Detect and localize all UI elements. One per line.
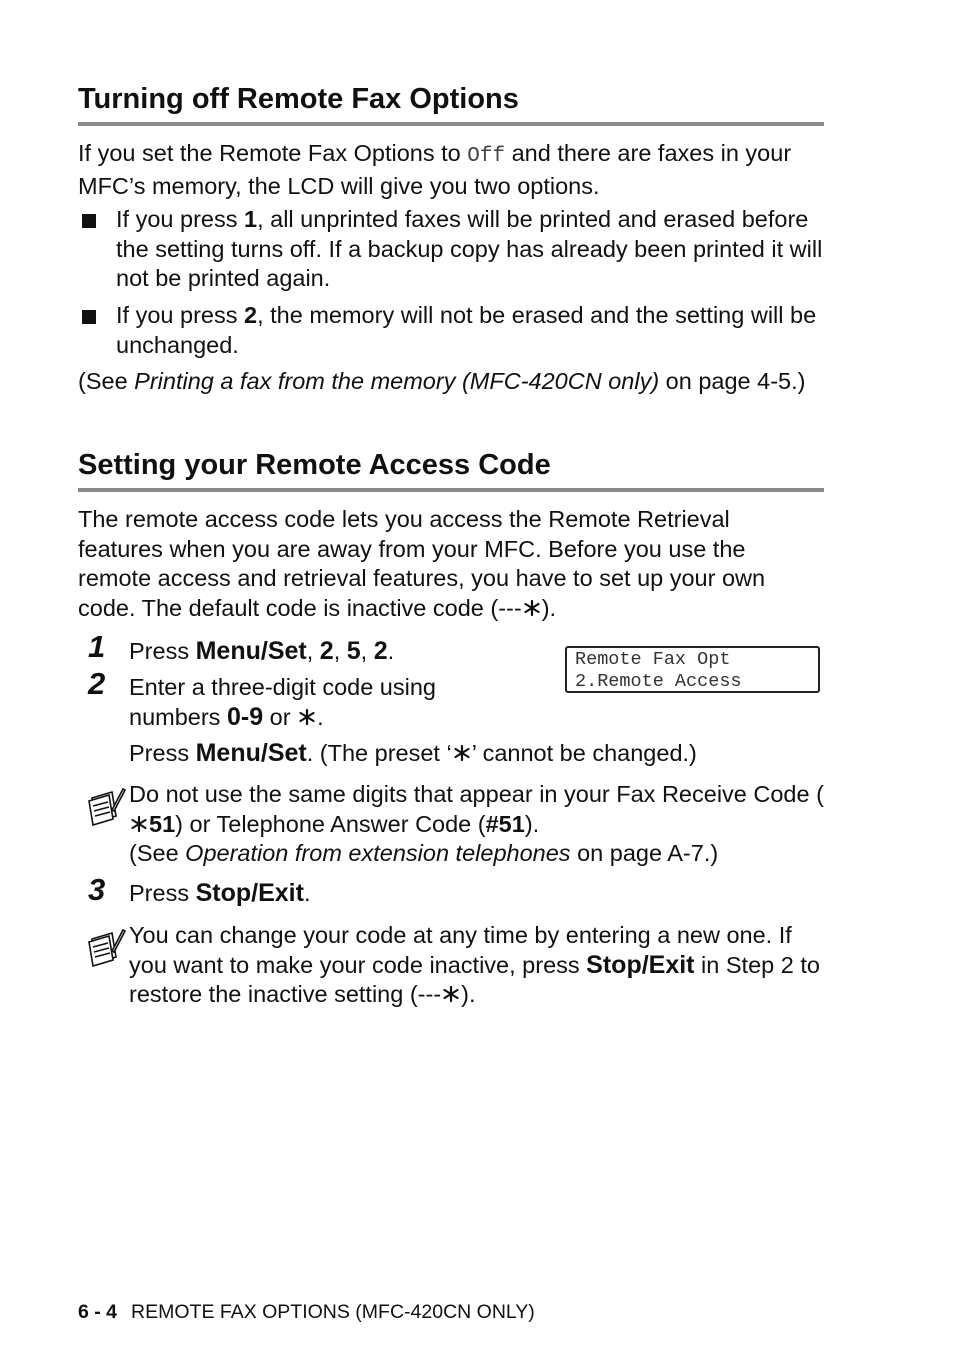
star-key-icon [452, 740, 472, 758]
footer-chapter-title: REMOTE FAX OPTIONS (MFC-420CN ONLY) [131, 1301, 535, 1323]
key-menu-set: Menu/Set [195, 739, 307, 767]
page-number: 6 - 4 [78, 1301, 118, 1323]
step-2-text: Enter a three-digit code using numbers 0-9 or . [129, 674, 436, 731]
page-footer [78, 1300, 535, 1324]
note-pad-icon [86, 927, 126, 967]
key-stop-exit: Stop/Exit [195, 879, 304, 907]
section1-see-reference: (See Printing a fax from the memory (MFC-420CN only) on page 4-5.) [78, 368, 806, 394]
section1-intro: If you set the Remote Fax Options to Off and there are faxes in your MFC’s memory, the LCD will give you two options. [78, 140, 792, 199]
star-key-icon [441, 981, 461, 999]
star-key-icon [297, 704, 317, 722]
cross-reference-link[interactable]: Operation from extension telephones [185, 840, 571, 867]
star-key-icon [522, 595, 542, 613]
section2-intro: The remote access code lets you access the Remote Retrieval features when you are away from your MFC. Before you use the remote access and retrieval features, you have to set up your own code. The default code is inactive code (--- ). [78, 506, 766, 621]
step-number-1: 1 [88, 629, 106, 664]
lcd-value-off: Off [467, 145, 506, 168]
key-1: 1 [244, 206, 258, 232]
lcd-display [565, 646, 820, 693]
star-key-icon [129, 811, 149, 829]
section-heading-remote-fax-off: Turning off Remote Fax Options [78, 82, 824, 126]
lcd-line-1: Remote Fax Opt [575, 649, 731, 670]
key-menu-set: Menu/Set [195, 637, 307, 665]
step-2-press-menu-set: Press Menu/Set. (The preset ‘ ’ cannot be changed.) [129, 739, 697, 767]
lcd-line-2: 2.Remote Access [575, 671, 742, 692]
step-number-2: 2 [88, 666, 106, 701]
bullet-square-icon [82, 310, 96, 324]
step-number-3: 3 [88, 872, 106, 907]
note-pad-icon [86, 786, 126, 826]
section-heading-remote-access-code: Setting your Remote Access Code [78, 448, 824, 492]
key-2: 2 [244, 302, 258, 328]
step-3-text: Press Stop/Exit. [129, 879, 311, 907]
cross-reference-link[interactable]: Printing a fax from the memory (MFC-420CN only) [134, 368, 660, 394]
note-change-code: You can change your code at any time by entering a new one. If you want to make your code inactive, press Stop/Exit in Step 2 to restore the inactive setting (--- ). [129, 922, 820, 1008]
manual-page: Turning off Remote Fax Options If you set the Remote Fax Options to Off and there are faxes in your MFC’s memory, the LCD will give you two options. If you press 1, all unprinted faxes will be printed and erased before the setting turns off. If a backup copy has already been printed it will not be printed again. If you press 2, the memory will not be erased and the setting will be unchanged. (See Printing a fax from the memory (MFC-420CN only) on page 4-5.) Setting your Remote Access Code The remote access code lets you access the Remote Retrieval features when you are away from your MFC. Before you use the remote access and retrieval features, you have to set up your own code. The default code is inactive code (--- ). 1 Press Menu/Set, 2, 5, 2. Remote Fax Opt 2.Remote Access 2 Enter a three-digit code using numbers 0-9 or . Press Menu/Set. (The preset ‘ ’ cannot be changed.) Do not use the same digits that appear in your Fax Receive Code (51) or Telephone Answer Code (#51). (See Operation from extension telephones on page A-7.) 3 Press Stop/Exit. You can change your code at any time by entering a new one. If you want to make your code inactive, press Stop/Exit in Step 2 to restore the inactive setting (--- ). 6 - 4 REMOTE FAX OPTIONS (MFC-420CN ONLY) [0, 0, 954, 1352]
key-stop-exit: Stop/Exit [586, 950, 695, 979]
bullet-square-icon [82, 214, 96, 228]
note-fax-receive-code: Do not use the same digits that appear in your Fax Receive Code (51) or Telephone Answer Code (#51). (See Operation from extension telephones on page A-7.) [129, 781, 824, 867]
step-1-text: Press Menu/Set, 2, 5, 2. [129, 637, 395, 665]
